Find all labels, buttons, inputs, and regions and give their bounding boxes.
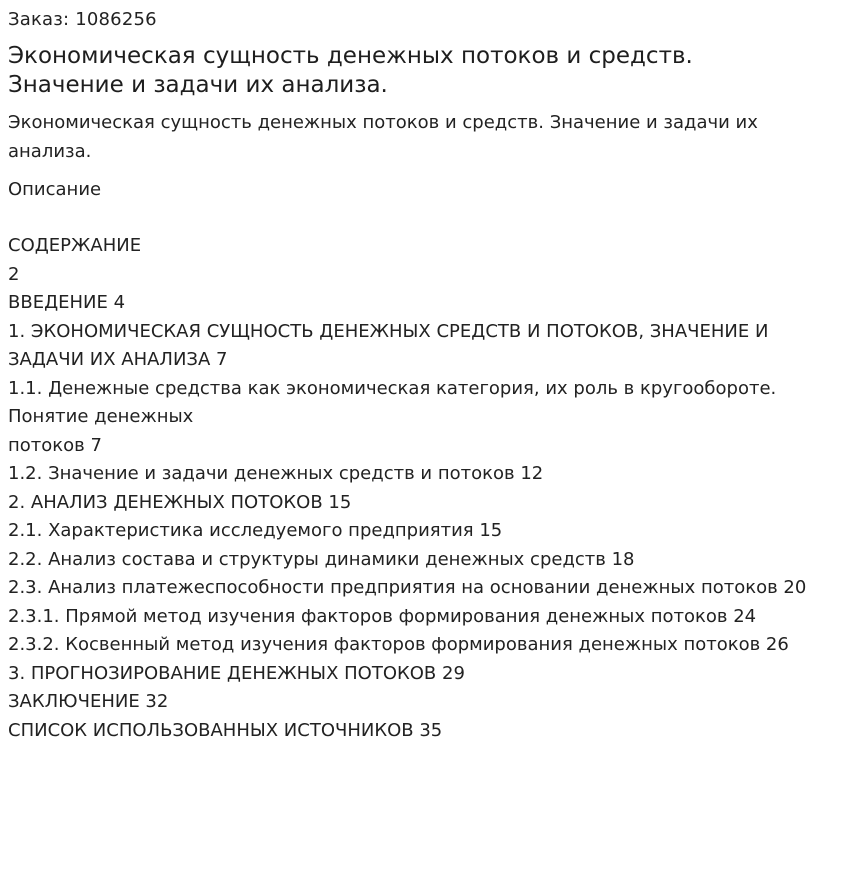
lead-text: Экономическая сущность денежных потоков и средств. Значение и задачи их анализа. — [8, 112, 758, 162]
order-number: Заказ: 1086256 — [8, 9, 157, 30]
toc-item: 2.3.1. Прямой метод изучения факторов формирования денежных потоков 24 — [8, 605, 757, 627]
toc-item: 2.1. Характеристика исследуемого предприятия 15 — [8, 520, 503, 541]
table-of-contents — [8, 232, 839, 745]
description-heading: Описание — [8, 179, 102, 200]
toc-item: 1.1. Денежные средства как экономическая категория, их роль в кругообороте. Понятие денежных — [8, 377, 777, 427]
toc-item: 2 — [8, 263, 20, 285]
toc-item: 2.2. Анализ состава и структуры динамики денежных средств 18 — [8, 548, 635, 570]
toc-item: ВВЕДЕНИЕ 4 — [8, 292, 126, 313]
page-title-line-1: Экономическая сущность денежных потоков и средств. — [8, 43, 693, 69]
toc-item: 1.2. Значение и задачи денежных средств и потоков 12 — [8, 463, 544, 484]
toc-item: 3. ПРОГНОЗИРОВАНИЕ ДЕНЕЖНЫХ ПОТОКОВ 29 — [8, 662, 465, 684]
page-title-line-2: Значение и задачи их анализа. — [8, 72, 388, 98]
toc-item: потоков 7 — [8, 434, 102, 456]
toc-item: 2.3. Анализ платежеспособности предприятия на основании денежных потоков 20 — [8, 577, 807, 598]
toc-item: СОДЕРЖАНИЕ — [8, 235, 142, 256]
toc-item: 1. ЭКОНОМИЧЕСКАЯ СУЩНОСТЬ ДЕНЕЖНЫХ СРЕДСТВ И ПОТОКОВ, ЗНАЧЕНИЕ И ЗАДАЧИ ИХ АНАЛИЗА 7 — [8, 320, 769, 370]
toc-item: 2. АНАЛИЗ ДЕНЕЖНЫХ ПОТОКОВ 15 — [8, 491, 352, 513]
page-title — [8, 42, 839, 100]
toc-item: 2.3.2. Косвенный метод изучения факторов формирования денежных потоков 26 — [8, 634, 789, 655]
toc-item: ЗАКЛЮЧЕНИЕ 32 — [8, 691, 169, 712]
toc-item: СПИСОК ИСПОЛЬЗОВАННЫХ ИСТОЧНИКОВ 35 — [8, 719, 443, 741]
